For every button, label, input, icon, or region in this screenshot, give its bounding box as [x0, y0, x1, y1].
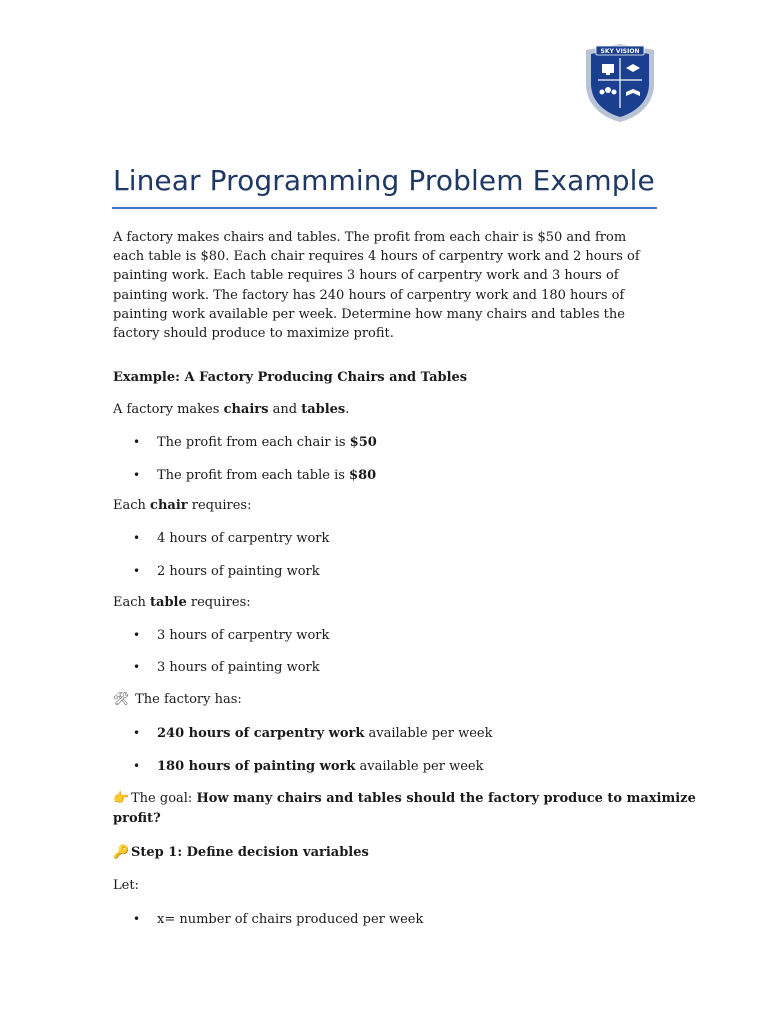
bullet-text: 4 hours of carpentry work: [157, 531, 330, 546]
list-item: [133, 433, 673, 452]
step1-text: Step 1: Define decision variables: [131, 845, 369, 860]
list-item: [133, 658, 673, 677]
bullet-dot: •: [133, 726, 141, 740]
bullet-text: The profit from each table is: [157, 468, 350, 483]
bullet-bold: $50: [349, 435, 377, 450]
makes-line: [113, 401, 673, 419]
bullet-dot: •: [133, 435, 141, 449]
bullet-text: x= number of chairs produced per week: [157, 912, 424, 927]
sky-vision-logo: [582, 40, 658, 124]
bullet-dot: •: [133, 564, 141, 578]
tools-icon: 🛠: [113, 692, 130, 707]
list-item: [133, 626, 673, 645]
chair-bold: chair: [150, 498, 188, 513]
list-item: [133, 562, 673, 581]
bullet-text: available per week: [355, 759, 484, 774]
goal-prefix: The goal:: [131, 791, 197, 806]
makes-and: and: [268, 402, 302, 417]
bullet-dot: •: [133, 468, 141, 482]
makes-chairs: chairs: [223, 402, 269, 417]
bullet-dot: •: [133, 759, 141, 773]
let-line: Let:: [113, 878, 139, 893]
table-prefix: Each: [113, 595, 151, 610]
bullet-dot: •: [133, 531, 141, 545]
table-bold: table: [150, 595, 187, 610]
list-item: [133, 724, 673, 743]
chair-prefix: Each: [113, 498, 151, 513]
pointing-hand-icon: 👉: [113, 791, 130, 806]
bullet-text: available per week: [364, 726, 493, 741]
bullet-text: 2 hours of painting work: [157, 564, 320, 579]
goal-question-line1: How many chairs and tables should the factory produce to maximize: [196, 791, 696, 806]
shield-emblem-icon: [582, 40, 658, 124]
key-icon: 🔑: [113, 845, 130, 860]
table-requires-line: [113, 594, 673, 612]
goal-line: [113, 790, 696, 808]
chair-suffix: requires:: [187, 498, 252, 513]
bullet-bold: 180 hours of painting work: [157, 759, 356, 774]
step1-heading: [113, 844, 673, 862]
list-item: [133, 466, 673, 485]
list-item: [133, 529, 673, 548]
goal-question-line2: profit?: [113, 811, 161, 826]
example-heading: [113, 369, 673, 387]
bullet-text: 3 hours of carpentry work: [157, 628, 330, 643]
bullet-bold: 240 hours of carpentry work: [157, 726, 365, 741]
bullet-dot: •: [133, 912, 141, 926]
makes-suffix: .: [345, 402, 350, 417]
factory-has-text: The factory has:: [131, 692, 242, 707]
makes-tables: tables: [301, 402, 346, 417]
page-title: Linear Programming Problem Example: [113, 164, 655, 197]
title-underline: [112, 207, 657, 209]
bullet-dot: •: [133, 660, 141, 674]
intro-paragraph: A factory makes chairs and tables. The profit from each chair is $50 and from each table is $80. Each chair requires 4 hours of carpentry work and 2 hours of painting work. Each table requires 3 hours of carpentry work and 3 hours of painting work. The factory has 240 hours of carpentry work and 180 hours of painting work available per week. Determine how many chairs and tables the factory should produce to maximize profit.: [113, 230, 640, 342]
makes-prefix: A factory makes: [113, 402, 224, 417]
bullet-text: The profit from each chair is: [157, 435, 350, 450]
list-item: [133, 757, 673, 776]
bullet-bold: $80: [349, 468, 377, 483]
table-suffix: requires:: [186, 595, 251, 610]
bullet-text: 3 hours of painting work: [157, 660, 320, 675]
example-heading-text: Example: A Factory Producing Chairs and Tables: [113, 370, 468, 385]
goal-line-2: [113, 810, 673, 828]
logo-banner-text: SKY VISION: [600, 48, 640, 55]
chair-requires-line: [113, 497, 673, 515]
bullet-dot: •: [133, 628, 141, 642]
list-item: [133, 910, 673, 929]
factory-has-line: [113, 691, 673, 709]
